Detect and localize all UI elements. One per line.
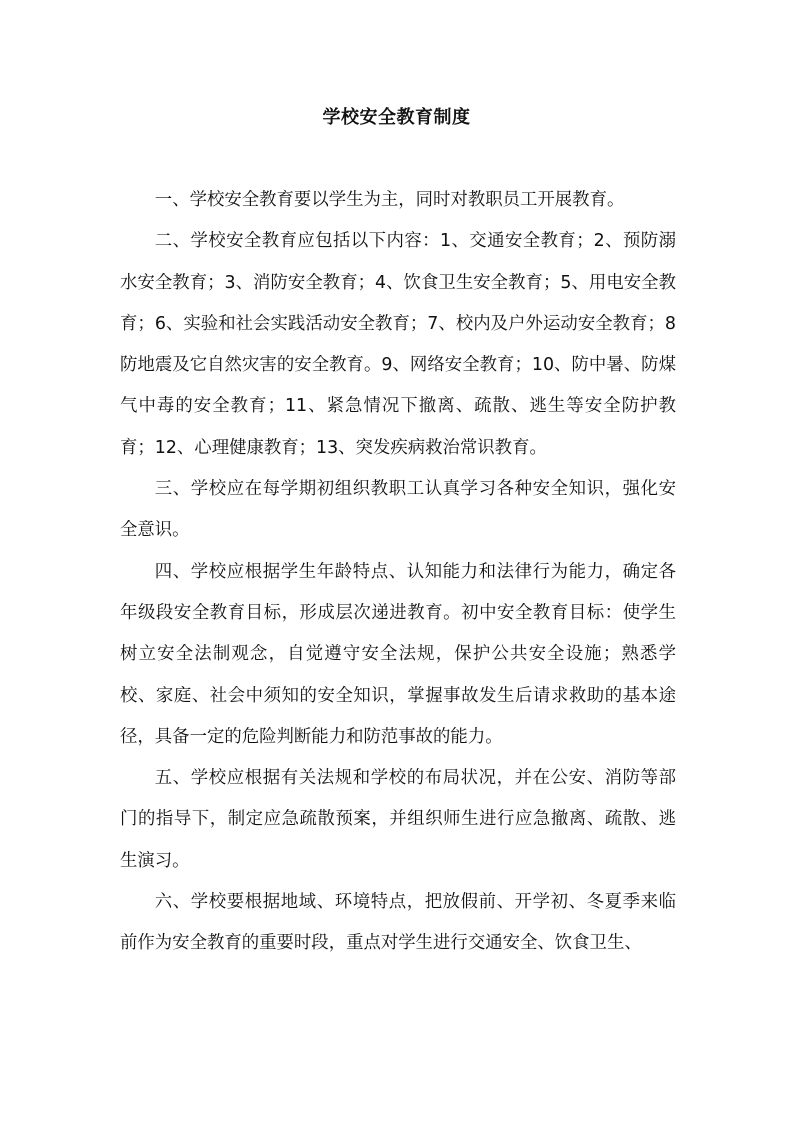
- paragraph-4: 四、学校应根据学生年龄特点、认知能力和法律行为能力，确定各年级段安全教育目标，形成层次递进教育。初中安全教育目标：使学生树立安全法制观念，自觉遵守安全法规，保护公共安全设施；熟悉学校、家庭、社会中须知的安全知识，掌握事故发生后请求救助的基本途径，具备一定的危险判断能力和防范事故的能力。: [120, 561, 676, 747]
- paragraph-5: 五、学校应根据有关法规和学校的布局状况，并在公安、消防等部门的指导下，制定应急疏散预案，并组织师生进行应急撤离、疏散、逃生演习。: [120, 768, 676, 871]
- paragraph-2: 二、学校安全教育应包括以下内容：1、交通安全教育；2、预防溺水安全教育；3、消防安全教育；4、饮食卫生安全教育；5、用电安全教育；6、实验和社会实践活动安全教育；7、校内及户外运动安全教育；8 防地震及它自然灾害的安全教育。9、网络安全教育；10、防中暑、防煤气中毒的安全教育；11、紧急情况下撤离、疏散、逃生等安全防护教育；12、心理健康教育；13、突发疾病救治常识教育。: [120, 231, 676, 458]
- paragraph-3: 三、学校应在每学期初组织教职工认真学习各种安全知识，强化安全意识。: [120, 479, 676, 541]
- paragraph-1: 一、学校安全教育要以学生为主，同时对教职员工开展教育。: [154, 190, 625, 210]
- document-title: 学校安全教育制度: [322, 107, 471, 128]
- paragraph-6: 六、学校要根据地域、环境特点，把放假前、开学初、冬夏季来临前作为安全教育的重要时段，重点对学生进行交通安全、饮食卫生、: [120, 892, 676, 954]
- document-body: [120, 180, 676, 965]
